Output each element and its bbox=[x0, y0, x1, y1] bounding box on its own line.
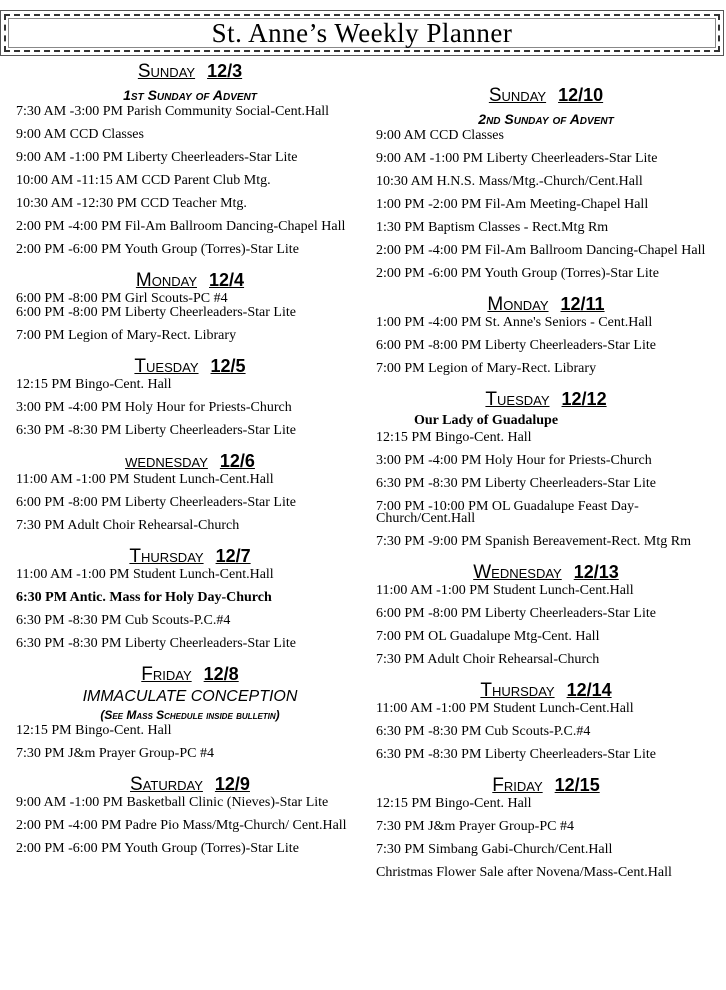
event-item: 3:00 PM -4:00 PM Holy Hour for Priests-Church bbox=[16, 400, 292, 415]
event-item: 12:15 PM Bingo-Cent. Hall bbox=[376, 796, 532, 811]
day-heading bbox=[376, 82, 716, 108]
day-subtitle: IMMACULATE CONCEPTION bbox=[82, 688, 298, 705]
event-item: 1:30 PM Baptism Classes - Rect.Mtg Rm bbox=[376, 220, 609, 235]
day-date: 12/3 bbox=[207, 61, 243, 81]
day-note: (See Mass Schedule inside bulletin) bbox=[100, 708, 280, 722]
event-item: 6:00 PM -8:00 PM Liberty Cheerleaders-Star Lite bbox=[376, 606, 656, 621]
day-section-thursday-12-7 bbox=[16, 543, 364, 650]
day-date: 12/14 bbox=[566, 680, 612, 700]
event-item: 9:00 AM CCD Classes bbox=[16, 127, 144, 142]
event-item: 7:30 PM -9:00 PM Spanish Bereavement-Rect. Mtg Rm bbox=[376, 534, 691, 549]
event-item: 9:00 AM CCD Classes bbox=[376, 128, 504, 143]
day-section-wednesday-12-13 bbox=[376, 559, 716, 666]
page-title: St. Anne’s Weekly Planner bbox=[211, 18, 513, 48]
event-item: 9:00 AM -1:00 PM Basketball Clinic (Nieves)-Star Lite bbox=[16, 795, 329, 810]
event-item: 7:30 AM -3:00 PM Parish Community Social-Cent.Hall bbox=[16, 104, 330, 119]
day-date: 12/4 bbox=[209, 270, 245, 290]
event-item: 7:30 PM Adult Choir Rehearsal-Church bbox=[16, 518, 240, 533]
event-item: 6:00 PM -8:00 PM Liberty Cheerleaders-Star Lite bbox=[16, 305, 296, 320]
day-date: 12/7 bbox=[215, 546, 251, 566]
event-item: 11:00 AM -1:00 PM Student Lunch-Cent.Hall bbox=[376, 583, 634, 598]
day-section-thursday-12-14 bbox=[376, 677, 716, 761]
event-item: 7:00 PM Legion of Mary-Rect. Library bbox=[16, 328, 237, 343]
event-item: 7:30 PM Adult Choir Rehearsal-Church bbox=[376, 652, 600, 667]
event-item: 3:00 PM -4:00 PM Holy Hour for Priests-Church bbox=[376, 453, 652, 468]
day-name: Friday bbox=[492, 775, 543, 796]
event-item: 11:00 AM -1:00 PM Student Lunch-Cent.Hall bbox=[16, 472, 274, 487]
day-section-sunday-12-3 bbox=[16, 58, 364, 256]
event-item: 9:00 AM -1:00 PM Liberty Cheerleaders-Star Lite bbox=[16, 150, 298, 165]
day-date: 12/8 bbox=[203, 664, 239, 684]
day-heading bbox=[16, 543, 364, 569]
day-section-tuesday-12-12 bbox=[376, 386, 716, 548]
event-item: 10:00 AM -11:15 AM CCD Parent Club Mtg. bbox=[16, 173, 271, 188]
day-heading bbox=[16, 267, 364, 293]
day-name: Tuesday bbox=[134, 356, 199, 377]
event-item: 7:00 PM OL Guadalupe Mtg-Cent. Hall bbox=[376, 629, 600, 644]
day-section-monday-12-11 bbox=[376, 291, 716, 375]
day-date: 12/15 bbox=[554, 775, 600, 795]
day-section-saturday-12-9 bbox=[16, 771, 364, 855]
day-heading bbox=[16, 353, 364, 379]
event-item: Christmas Flower Sale after Novena/Mass-Cent.Hall bbox=[376, 865, 672, 880]
event-item: 2:00 PM -4:00 PM Fil-Am Ballroom Dancing-Chapel Hall bbox=[376, 243, 706, 258]
day-heading bbox=[376, 291, 716, 317]
day-section-sunday-12-10 bbox=[376, 82, 716, 280]
event-item: 11:00 AM -1:00 PM Student Lunch-Cent.Hall bbox=[376, 701, 634, 716]
day-heading bbox=[376, 772, 716, 798]
event-item: 10:30 AM -12:30 PM CCD Teacher Mtg. bbox=[16, 196, 247, 211]
day-heading bbox=[16, 448, 364, 474]
day-heading bbox=[16, 58, 364, 84]
event-item: 7:00 PM Legion of Mary-Rect. Library bbox=[376, 361, 597, 376]
day-heading bbox=[376, 386, 716, 412]
event-item: 6:30 PM -8:30 PM Liberty Cheerleaders-Star Lite bbox=[16, 636, 296, 651]
right-column bbox=[376, 82, 716, 890]
event-item: 10:30 AM H.N.S. Mass/Mtg.-Church/Cent.Hall bbox=[376, 174, 643, 189]
day-heading bbox=[376, 677, 716, 703]
day-subtitle: Our Lady of Guadalupe bbox=[414, 413, 559, 428]
day-date: 12/6 bbox=[219, 451, 255, 471]
event-item: 11:00 AM -1:00 PM Student Lunch-Cent.Hall bbox=[16, 567, 274, 582]
day-name: Friday bbox=[141, 664, 192, 685]
day-section-tuesday-12-5 bbox=[16, 353, 364, 437]
event-item: 12:15 PM Bingo-Cent. Hall bbox=[16, 377, 172, 392]
event-item: 12:15 PM Bingo-Cent. Hall bbox=[16, 723, 172, 738]
day-name: Monday bbox=[135, 270, 198, 291]
day-name: wednesday bbox=[125, 451, 208, 472]
day-heading bbox=[16, 771, 364, 797]
event-item: 6:30 PM -8:30 PM Liberty Cheerleaders-Star Lite bbox=[16, 423, 296, 438]
day-name: Tuesday bbox=[485, 389, 550, 410]
day-name: Wednesday bbox=[473, 562, 562, 583]
day-section-friday-12-15 bbox=[376, 772, 716, 879]
day-name: Thursday bbox=[129, 546, 204, 567]
day-name: Sunday bbox=[137, 61, 196, 82]
event-item: 6:30 PM -8:30 PM Cub Scouts-P.C.#4 bbox=[376, 724, 591, 739]
day-name: Sunday bbox=[488, 85, 547, 106]
event-item: 2:00 PM -6:00 PM Youth Group (Torres)-Star Lite bbox=[16, 841, 299, 856]
day-date: 12/5 bbox=[210, 356, 246, 376]
day-name: Saturday bbox=[130, 774, 203, 795]
event-item: 7:30 PM J&m Prayer Group-PC #4 bbox=[376, 819, 574, 834]
event-item: 9:00 AM -1:00 PM Liberty Cheerleaders-Star Lite bbox=[376, 151, 658, 166]
event-item: 1:00 PM -2:00 PM Fil-Am Meeting-Chapel Hall bbox=[376, 197, 649, 212]
day-name: Monday bbox=[487, 294, 549, 315]
event-item: 7:30 PM J&m Prayer Group-PC #4 bbox=[16, 746, 214, 761]
event-item-highlight: 6:30 PM Antic. Mass for Holy Day-Church bbox=[16, 590, 272, 605]
day-date: 12/9 bbox=[214, 774, 250, 794]
day-heading bbox=[376, 559, 716, 585]
day-section-friday-12-8 bbox=[16, 661, 364, 760]
day-date: 12/11 bbox=[560, 294, 605, 314]
event-item: 2:00 PM -4:00 PM Fil-Am Ballroom Dancing-Chapel Hall bbox=[16, 219, 346, 234]
event-item: 12:15 PM Bingo-Cent. Hall bbox=[376, 430, 532, 445]
event-item: 6:30 PM -8:30 PM Liberty Cheerleaders-Star Lite bbox=[376, 747, 656, 762]
event-item: 6:00 PM -8:00 PM Liberty Cheerleaders-Star Lite bbox=[376, 338, 656, 353]
day-name: Thursday bbox=[480, 680, 555, 701]
day-section-wednesday-12-6 bbox=[16, 448, 364, 532]
event-item: 6:00 PM -8:00 PM Girl Scouts-PC #4 bbox=[16, 291, 228, 306]
day-subtitle: 2nd Sunday of Advent bbox=[478, 111, 614, 127]
event-item: 7:30 PM Simbang Gabi-Church/Cent.Hall bbox=[376, 842, 613, 857]
event-item: 6:00 PM -8:00 PM Liberty Cheerleaders-Star Lite bbox=[16, 495, 296, 510]
event-item: 2:00 PM -4:00 PM Padre Pio Mass/Mtg-Church/ Cent.Hall bbox=[16, 818, 347, 833]
event-item: 6:30 PM -8:30 PM Cub Scouts-P.C.#4 bbox=[16, 613, 231, 628]
title-frame bbox=[4, 14, 720, 52]
day-heading bbox=[16, 661, 364, 687]
event-item: 7:00 PM -10:00 PM OL Guadalupe Feast Day-Church/Cent.Hall bbox=[376, 499, 639, 526]
event-item: 1:00 PM -4:00 PM St. Anne's Seniors - Cent.Hall bbox=[376, 315, 653, 330]
day-date: 12/13 bbox=[573, 562, 619, 582]
day-date: 12/12 bbox=[561, 389, 607, 409]
event-item: 6:30 PM -8:30 PM Liberty Cheerleaders-Star Lite bbox=[376, 476, 656, 491]
event-item: 2:00 PM -6:00 PM Youth Group (Torres)-Star Lite bbox=[16, 242, 299, 257]
day-section-monday-12-4 bbox=[16, 267, 364, 342]
day-subtitle: 1st Sunday of Advent bbox=[123, 87, 257, 103]
day-date: 12/10 bbox=[558, 85, 604, 105]
left-column bbox=[16, 58, 364, 866]
event-item: 2:00 PM -6:00 PM Youth Group (Torres)-Star Lite bbox=[376, 266, 659, 281]
